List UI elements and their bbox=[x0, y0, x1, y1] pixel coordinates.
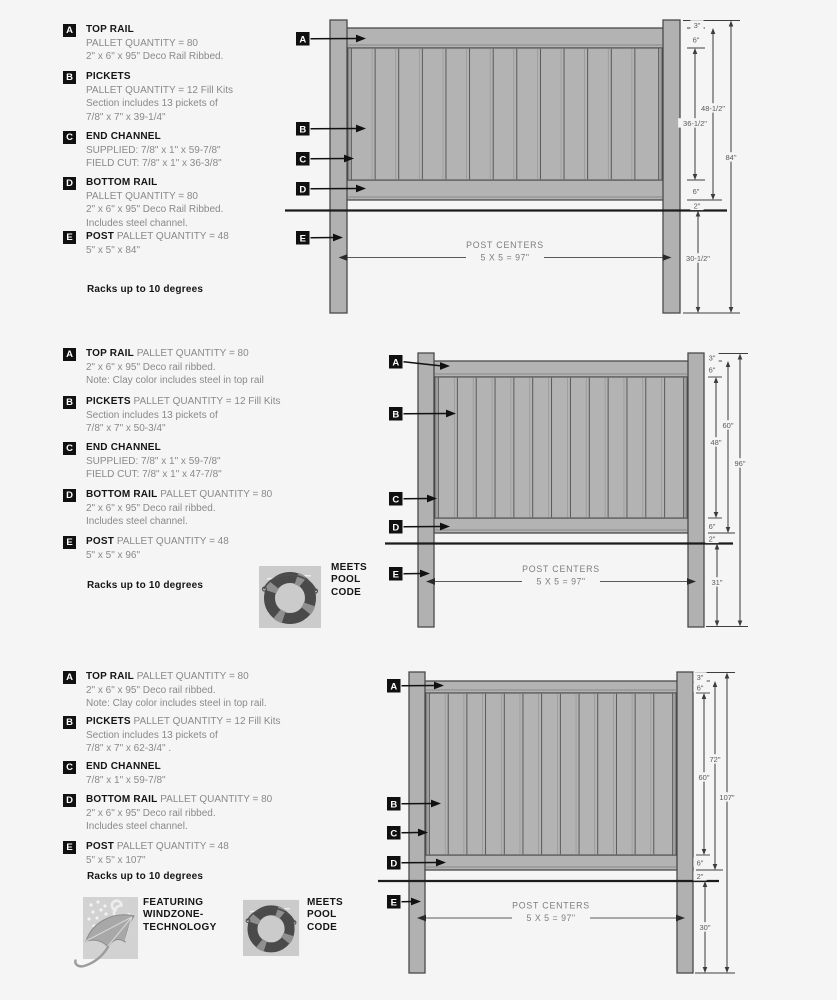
windzone-icon bbox=[70, 896, 144, 976]
dimension-label: 6" bbox=[708, 521, 716, 531]
fence-post-left bbox=[409, 672, 425, 973]
post-centers-value: 5 X 5 = 97" bbox=[480, 252, 530, 263]
spec-title-suffix: PALLET QUANTITY = 80 bbox=[136, 348, 249, 359]
fence-post-right bbox=[688, 353, 704, 627]
badge-text-line: TECHNOLOGY bbox=[143, 921, 217, 933]
bottom-rail bbox=[424, 855, 678, 870]
diagram-label-letter: C bbox=[299, 154, 307, 166]
spec-line: SUPPLIED: 7/8" x 1" x 59-7/8" bbox=[86, 455, 221, 467]
dim-arrowhead bbox=[738, 621, 743, 627]
spec-line: 7/8" x 1" x 59-7/8" bbox=[86, 774, 166, 786]
spec-line: 2" x 6" x 95" Deco rail ribbed. bbox=[86, 361, 216, 373]
dim-arrowhead bbox=[715, 621, 720, 627]
fence-post-left bbox=[418, 353, 434, 627]
dimension-label: 36-1/2" bbox=[683, 118, 707, 128]
badge-text-line: CODE bbox=[331, 586, 362, 598]
dim-arrowhead bbox=[713, 864, 718, 870]
dim-arrowhead bbox=[738, 354, 743, 360]
spec-title: PICKETS bbox=[86, 716, 131, 727]
spec-line: PALLET QUANTITY = 12 Fill Kits bbox=[86, 84, 233, 96]
spec-title: BOTTOM RAIL bbox=[86, 177, 158, 188]
spec-line: Includes steel channel. bbox=[86, 516, 188, 527]
spec-line: Section includes 13 pickets of bbox=[86, 729, 218, 741]
spec-line: SUPPLIED: 7/8" x 1" x 59-7/8" bbox=[86, 144, 221, 156]
spec-line: Note: Clay color includes steel in top rail. bbox=[86, 698, 267, 709]
spec-item-a-s3 bbox=[63, 670, 363, 711]
diagram-label-letter: A bbox=[299, 34, 307, 46]
spec-title: TOP RAIL bbox=[86, 24, 134, 35]
dimension-label: 6" bbox=[692, 35, 700, 45]
fence-post-right bbox=[677, 672, 693, 973]
spec-title: TOP RAIL bbox=[86, 348, 134, 359]
spec-letter-badge: C bbox=[63, 761, 76, 774]
fence-diagram-3 bbox=[378, 672, 738, 973]
diagram-label-letter: B bbox=[299, 124, 307, 136]
spec-title: BOTTOM RAIL bbox=[86, 794, 158, 805]
spec-letter-badge: E bbox=[63, 536, 76, 549]
windzone-badge-text bbox=[143, 897, 217, 934]
spec-line: Includes steel channel. bbox=[86, 217, 188, 229]
spec-line: 2" x 6" x 95" Deco rail ribbed. bbox=[86, 502, 216, 514]
badge-text-line: FEATURING bbox=[143, 897, 204, 908]
end-channel-left bbox=[435, 377, 439, 518]
spec-title: POST bbox=[86, 536, 115, 547]
spec-item-a-s2 bbox=[63, 347, 363, 388]
post-centers-title: POST CENTERS bbox=[522, 564, 600, 574]
spec-letter-badge: D bbox=[63, 177, 76, 190]
spec-line: PALLET QUANTITY = 80 bbox=[86, 37, 198, 49]
dimension-label: 107" bbox=[719, 792, 735, 802]
diagram-label-letter: A bbox=[392, 357, 400, 369]
post-centers-title: POST CENTERS bbox=[466, 240, 544, 250]
badge-text-line: MEETS bbox=[331, 562, 367, 573]
pool-code-badge-text bbox=[307, 897, 343, 934]
dim-arrowhead bbox=[726, 361, 731, 367]
diagram-label-letter: D bbox=[392, 522, 400, 534]
post-centers-title: POST CENTERS bbox=[512, 900, 590, 911]
spec-line: 7/8" x 7" x 39-1/4" bbox=[86, 111, 166, 123]
spec-item-b-s3 bbox=[63, 715, 363, 756]
spec-title-suffix: PALLET QUANTITY = 80 bbox=[136, 671, 249, 682]
spec-title: PICKETS bbox=[86, 396, 131, 407]
post-centers-value: 5 X 5 = 97" bbox=[526, 913, 576, 923]
dim-arrowhead bbox=[693, 174, 698, 180]
spec-line: 2" x 6" x 95" Deco rail ribbed. bbox=[86, 807, 216, 819]
dimension-label: 6" bbox=[696, 858, 704, 868]
pool-code-icon bbox=[259, 564, 322, 629]
spec-title-suffix: PALLET QUANTITY = 48 bbox=[116, 536, 229, 547]
spec-item-c-s2 bbox=[63, 441, 363, 482]
dim-arrowhead bbox=[714, 377, 719, 383]
dimension-label: 6" bbox=[696, 683, 704, 693]
end-channel-right bbox=[673, 693, 677, 855]
windzone-badge bbox=[70, 896, 144, 981]
dimension-label: 48" bbox=[710, 437, 722, 447]
dim-arrowhead bbox=[729, 307, 734, 313]
spec-line: Includes steel channel. bbox=[86, 821, 188, 832]
spec-line: 2" x 6" x 95" Deco Rail Ribbed. bbox=[86, 51, 224, 62]
dimension-label: 2" bbox=[708, 534, 716, 544]
dim-arrowhead bbox=[711, 28, 716, 34]
dimension-label: 60" bbox=[722, 420, 734, 430]
end-channel-right bbox=[659, 48, 663, 180]
spec-item-d-s1 bbox=[63, 176, 363, 230]
dim-arrowhead bbox=[725, 967, 730, 973]
spec-title-suffix: PALLET QUANTITY = 12 Fill Kits bbox=[133, 716, 281, 727]
spec-item-d-s2 bbox=[63, 488, 363, 529]
dim-arrowhead bbox=[726, 527, 731, 533]
picket-panel bbox=[426, 693, 676, 855]
dimension-label: 3" bbox=[708, 353, 716, 363]
dim-arrowhead bbox=[711, 194, 716, 200]
racks-note: Racks up to 10 degrees bbox=[87, 284, 204, 295]
spec-line: Note: Clay color includes steel in top rail bbox=[86, 375, 264, 386]
spec-line: 2" x 6" x 95" Deco Rail Ribbed. bbox=[86, 204, 224, 215]
diagram-label-letter: E bbox=[299, 233, 306, 245]
dim-arrowhead bbox=[725, 673, 730, 679]
picket-panel bbox=[348, 48, 662, 180]
spec-item-e-s2 bbox=[63, 535, 363, 562]
dimension-label: 31" bbox=[711, 577, 723, 587]
spec-item-e-s1 bbox=[63, 230, 363, 257]
top-rail bbox=[424, 681, 678, 693]
badge-text-line: CODE bbox=[307, 921, 338, 933]
spec-letter-badge: A bbox=[63, 348, 76, 361]
spec-line: 7/8" x 7" x 62-3/4" . bbox=[86, 743, 172, 754]
spec-item-b-s2 bbox=[63, 395, 363, 436]
spec-title-suffix: PALLET QUANTITY = 48 bbox=[116, 841, 229, 852]
diagram-label-letter: E bbox=[390, 897, 397, 909]
spec-letter-badge: D bbox=[63, 489, 76, 502]
spec-letter-badge: B bbox=[63, 396, 76, 409]
spec-letter-badge: C bbox=[63, 131, 76, 144]
dimension-label: 30-1/2" bbox=[686, 253, 710, 263]
fence-post-right bbox=[663, 20, 680, 313]
spec-line: PALLET QUANTITY = 80 bbox=[86, 190, 198, 202]
spec-title: POST bbox=[86, 841, 115, 852]
spec-title: BOTTOM RAIL bbox=[86, 489, 158, 500]
spec-line: 5" x 5" x 107" bbox=[86, 854, 146, 866]
end-channel-left bbox=[426, 693, 430, 855]
post-centers-value: 5 X 5 = 97" bbox=[536, 576, 586, 587]
dimension-label: 48-1/2" bbox=[701, 103, 725, 113]
spec-letter-badge: A bbox=[63, 24, 76, 37]
pool-code-badge bbox=[259, 564, 322, 634]
spec-letter-badge: D bbox=[63, 794, 76, 807]
dim-arrowhead bbox=[702, 693, 707, 699]
spec-title: POST bbox=[86, 231, 115, 242]
dim-arrowhead bbox=[702, 849, 707, 855]
spec-letter-badge: B bbox=[63, 71, 76, 84]
spec-title-suffix: PALLET QUANTITY = 80 bbox=[160, 794, 273, 805]
spec-item-b-s1 bbox=[63, 70, 363, 124]
diagram-label-letter: D bbox=[299, 184, 307, 196]
dimension-label: 96" bbox=[734, 458, 746, 468]
diagram-label-letter: B bbox=[390, 799, 398, 811]
spec-letter-badge: A bbox=[63, 671, 76, 684]
badge-text-line: POOL bbox=[307, 909, 337, 921]
spec-title: END CHANNEL bbox=[86, 131, 161, 142]
spec-line: 7/8" x 7" x 50-3/4" bbox=[86, 423, 166, 434]
spec-line: 5" x 5" x 96" bbox=[86, 549, 141, 561]
dimension-label: 3" bbox=[696, 672, 704, 682]
dimension-label: 3" bbox=[693, 20, 701, 30]
dim-arrowhead bbox=[714, 512, 719, 518]
spec-title: TOP RAIL bbox=[86, 671, 134, 682]
dimension-label: 2" bbox=[693, 201, 701, 211]
spec-item-c-s1 bbox=[63, 130, 363, 171]
pool-code-badge-text bbox=[331, 562, 367, 599]
spec-title-suffix: PALLET QUANTITY = 48 bbox=[116, 231, 229, 242]
spec-title: END CHANNEL bbox=[86, 761, 161, 772]
fence-diagram-2 bbox=[385, 353, 749, 627]
badge-text-line: WINDZONE- bbox=[143, 909, 204, 921]
diagram-label-letter: A bbox=[390, 681, 398, 693]
diagram-label-letter: D bbox=[390, 858, 398, 870]
spec-line: 2" x 6" x 95" Deco rail ribbed. bbox=[86, 684, 216, 696]
spec-title: PICKETS bbox=[86, 71, 131, 82]
spec-item-c-s3 bbox=[63, 760, 363, 787]
pool-code-icon bbox=[243, 898, 300, 957]
dim-arrowhead bbox=[696, 307, 701, 313]
top-rail bbox=[433, 361, 689, 377]
dim-arrowhead bbox=[703, 967, 708, 973]
dimension-label: 60" bbox=[698, 772, 710, 782]
dimension-label: 84" bbox=[725, 152, 737, 162]
picket-panel bbox=[435, 377, 687, 518]
spec-item-d-s3 bbox=[63, 793, 363, 834]
badge-text-line: POOL bbox=[331, 574, 361, 586]
spec-line: Section includes 13 pickets of bbox=[86, 409, 218, 421]
diagram-label-letter: C bbox=[390, 828, 398, 840]
end-channel-right bbox=[684, 377, 688, 518]
spec-letter-badge: B bbox=[63, 716, 76, 729]
spec-line: 5" x 5" x 84" bbox=[86, 244, 141, 256]
dimension-label: 6" bbox=[708, 365, 716, 375]
pool-code-badge bbox=[243, 898, 300, 962]
spec-item-a-s1 bbox=[63, 23, 363, 64]
spec-letter-badge: C bbox=[63, 442, 76, 455]
spec-title-suffix: PALLET QUANTITY = 12 Fill Kits bbox=[133, 396, 281, 407]
diagram-label-letter: C bbox=[392, 494, 400, 506]
spec-item-e-s3 bbox=[63, 840, 363, 867]
diagram-label-letter: B bbox=[392, 409, 400, 421]
bottom-rail bbox=[433, 518, 689, 533]
spec-title-suffix: PALLET QUANTITY = 80 bbox=[160, 489, 273, 500]
dim-arrowhead bbox=[713, 681, 718, 687]
spec-title: END CHANNEL bbox=[86, 442, 161, 453]
diagram-label-letter: E bbox=[392, 569, 399, 581]
dimension-label: 2" bbox=[696, 871, 704, 881]
spec-letter-badge: E bbox=[63, 841, 76, 854]
spec-line: FIELD CUT: 7/8" x 1" x 36-3/8" bbox=[86, 158, 222, 169]
spec-line: Section includes 13 pickets of bbox=[86, 98, 218, 109]
dim-arrowhead bbox=[693, 48, 698, 54]
racks-note: Racks up to 10 degrees bbox=[87, 871, 204, 882]
dimension-label: 72" bbox=[709, 754, 721, 764]
badge-text-line: MEETS bbox=[307, 897, 343, 908]
spec-line: FIELD CUT: 7/8" x 1" x 47-7/8" bbox=[86, 469, 222, 480]
spec-letter-badge: E bbox=[63, 231, 76, 244]
dim-arrowhead bbox=[729, 21, 734, 27]
dimension-label: 6" bbox=[692, 186, 700, 196]
dimension-label: 30" bbox=[699, 922, 711, 932]
racks-note: Racks up to 10 degrees bbox=[87, 580, 204, 591]
